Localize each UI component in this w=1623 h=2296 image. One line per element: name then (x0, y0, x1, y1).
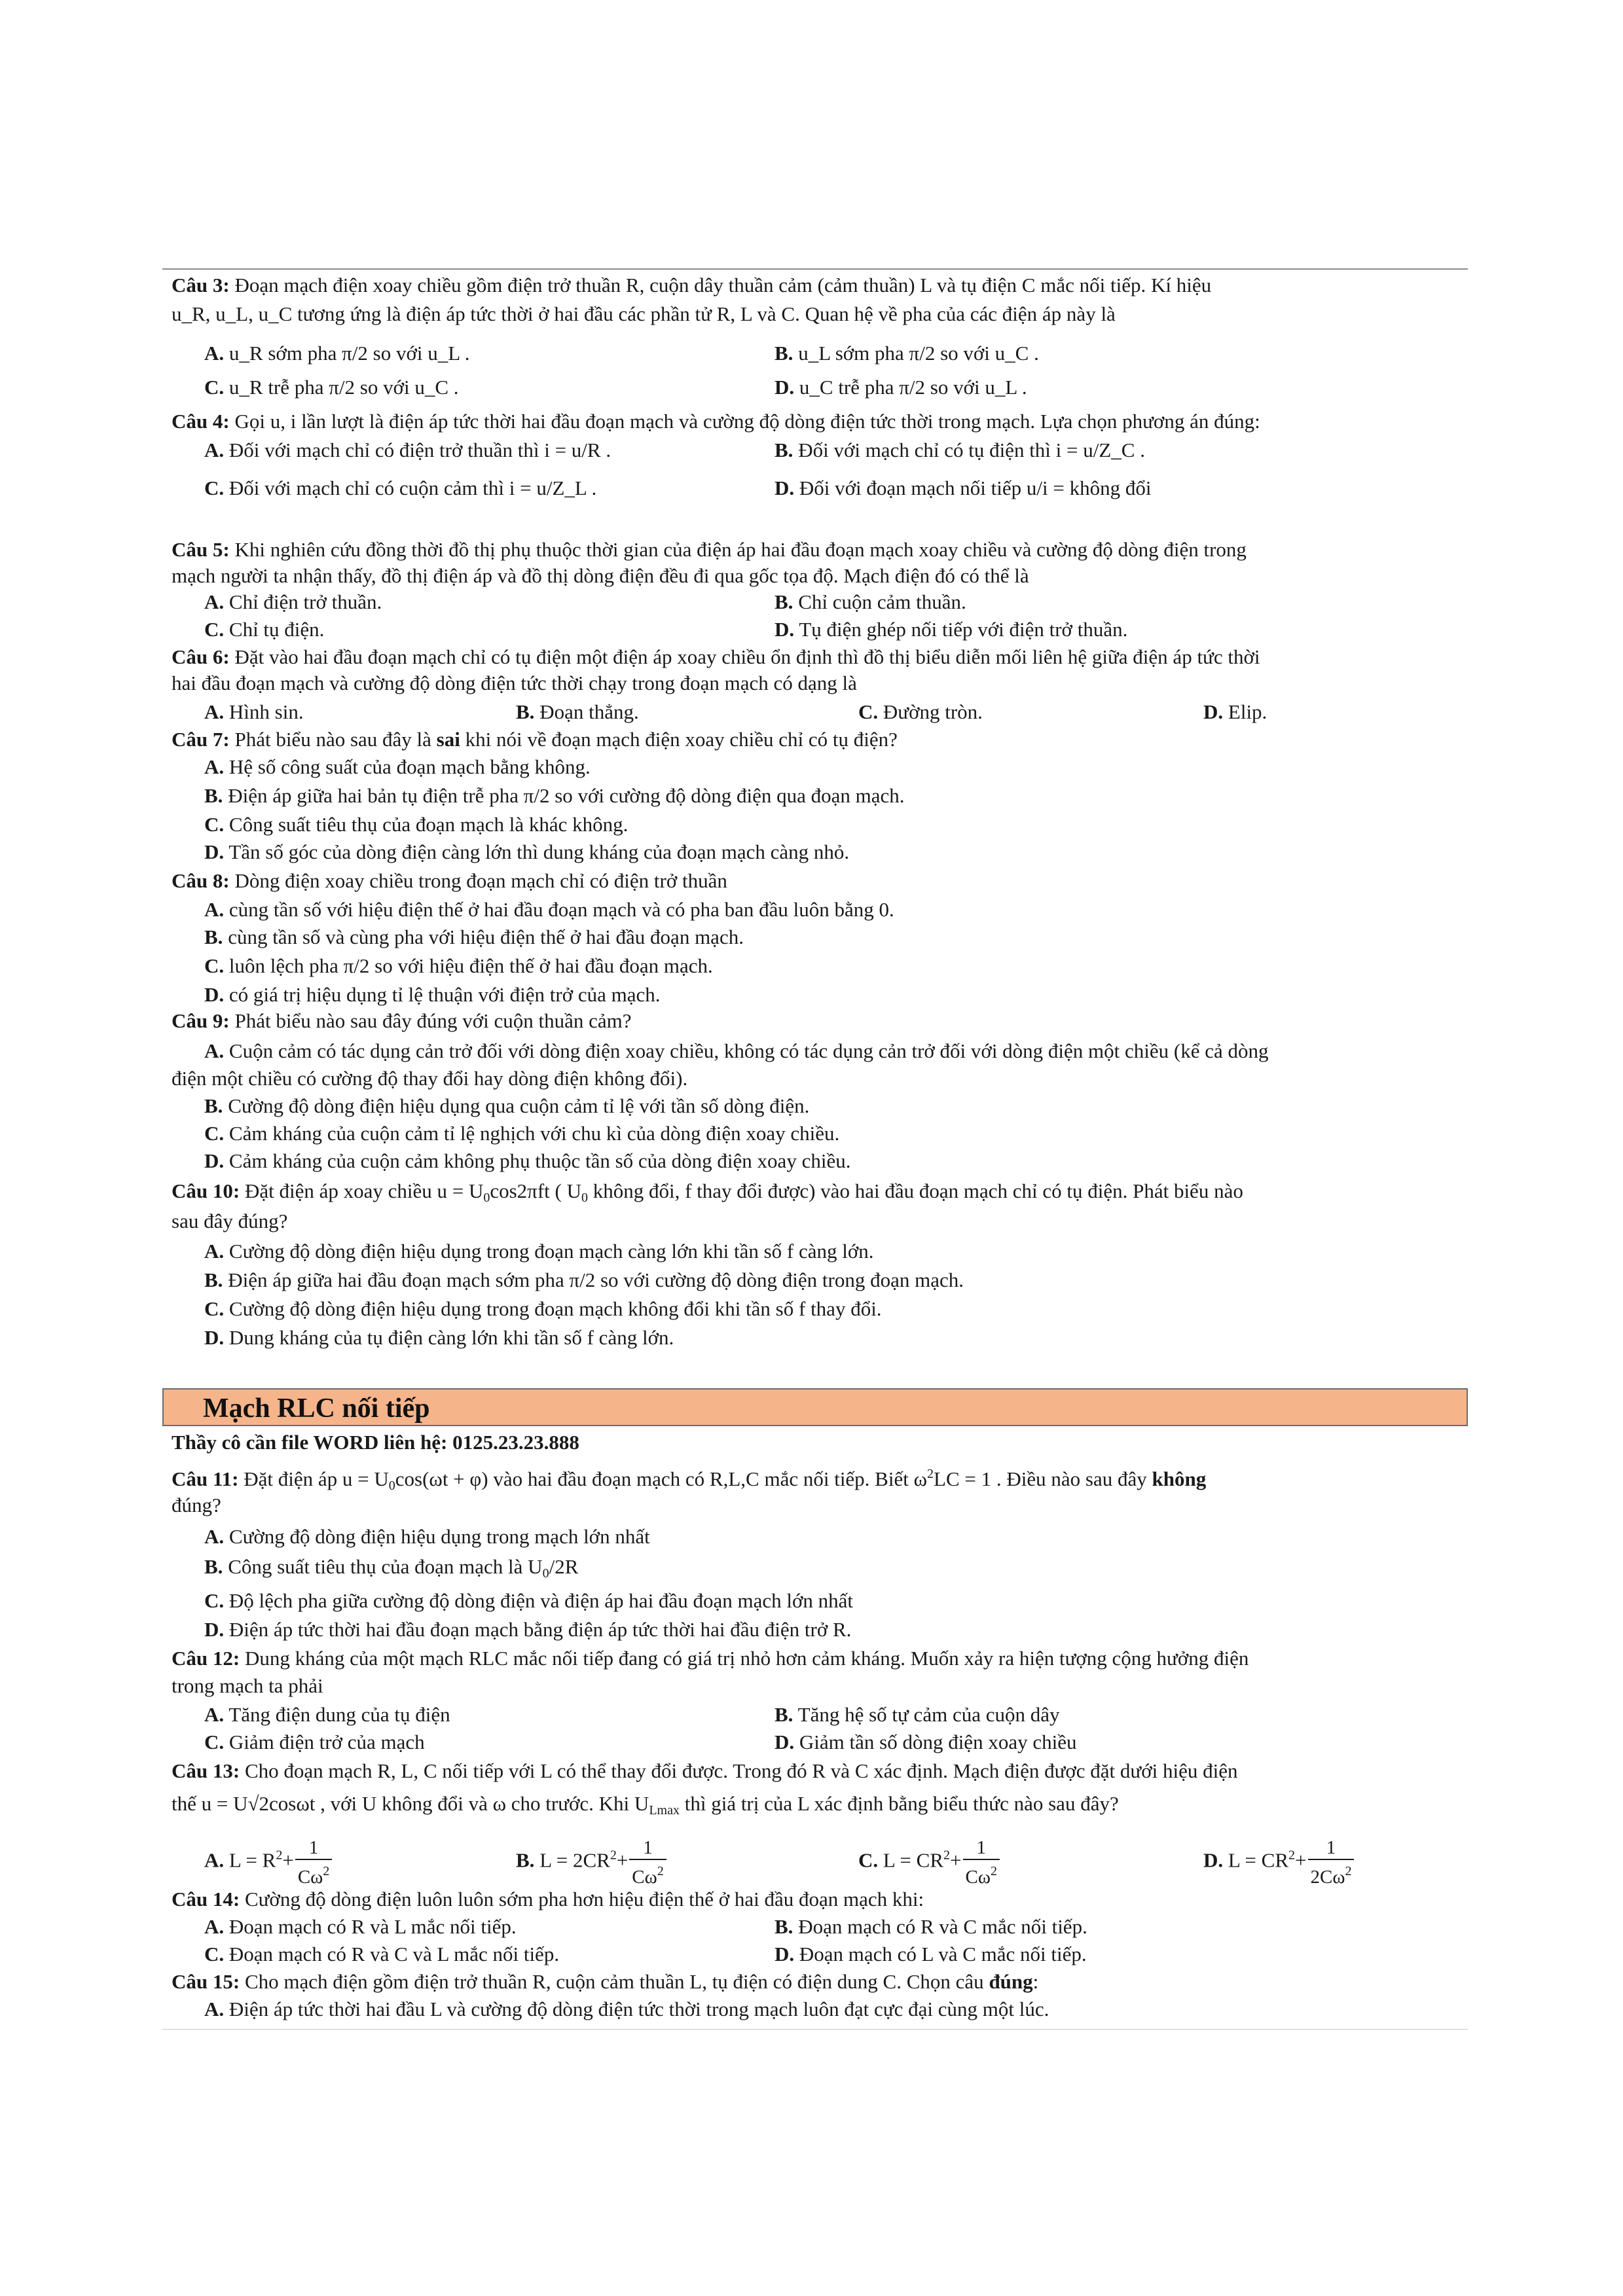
option-a: A. Điện áp tức thời hai đầu L và cường độ dòng điện tức thời trong mạch luôn đạt cực đại cùng một lúc. (204, 1998, 1049, 2020)
option-a: A. $L = R^2+$ $\frac{1}{C\omega^2}$ (204, 1837, 333, 1888)
question-9: Câu 9: Phát biểu nào sau đây đúng với cuộn thuần cảm? (172, 1009, 632, 1032)
option-d: D. Giảm tần số dòng điện xoay chiều (775, 1731, 1077, 1753)
bottom-rule (162, 2029, 1468, 2030)
option-d: D. $L = CR^2+$ $\frac{1}{2C\omega^2}$ (1203, 1837, 1355, 1888)
option-b: B. Điện áp giữa hai bản tụ điện trễ pha π/2 so với cường độ dòng điện qua đoạn mạch. (204, 784, 905, 807)
question-7: Câu 7: Phát biểu nào sau đây là sai khi nói về đoạn mạch điện xoay chiều chỉ có tụ điện? (172, 728, 898, 751)
question-3-line-2: u_R, u_L, u_C tương ứng là điện áp tức thời ở hai đầu các phần tử R, L và C. Quan hệ về pha của các điện áp này là (172, 302, 1116, 325)
option-b: B. Tăng hệ số tự cảm của cuộn dây (775, 1703, 1060, 1726)
fraction: $\frac{1}{C\omega^2}$ (963, 1837, 1000, 1888)
option-a: A. Cường độ dòng điện hiệu dụng trong đoạn mạch càng lớn khi tần số f càng lớn. (204, 1240, 874, 1263)
option-d: D. Cảm kháng của cuộn cảm không phụ thuộc tần số của dòng điện xoay chiều. (204, 1149, 851, 1172)
question-6-line-2: hai đầu đoạn mạch và cường độ dòng điện tức thời chạy trong đoạn mạch có dạng là (172, 672, 857, 694)
option-d: D. Dung kháng của tụ điện càng lớn khi tần số f càng lớn. (204, 1326, 674, 1349)
option-c: C. Công suất tiêu thụ của đoạn mạch là khác không. (204, 813, 629, 836)
question-6: Câu 6: Đặt vào hai đầu đoạn mạch chỉ có tụ điện một điện áp xoay chiều ổn định thì đồ thị biểu diễn mối liên hệ giữa điện áp tức thời (172, 645, 1260, 668)
option-c: C. Giảm điện trở của mạch (204, 1731, 425, 1753)
question-15: Câu 15: Cho mạch điện gồm điện trở thuần R, cuộn cảm thuần L, tụ điện có điện dung C. Chọn câu đúng: (172, 1970, 1039, 1993)
option-d: D. Tụ điện ghép nối tiếp với điện trở thuần. (775, 618, 1128, 641)
option-c: C. luôn lệch pha π/2 so với hiệu điện thế ở hai đầu đoạn mạch. (204, 954, 713, 977)
option-a: A. Hệ số công suất của đoạn mạch bằng không. (204, 755, 591, 778)
option-a: A. Hình sin. (204, 700, 304, 723)
option-d: D. Điện áp tức thời hai đầu đoạn mạch bằng điện áp tức thời hai đầu điện trở R. (204, 1618, 852, 1641)
option-c: C. Độ lệch pha giữa cường độ dòng điện và điện áp hai đầu đoạn mạch lớn nhất (204, 1589, 853, 1612)
option-b: B. Đối với mạch chỉ có tụ điện thì i = u/Z_C . (775, 439, 1145, 461)
question-12: Câu 12: Dung kháng của một mạch RLC mắc nối tiếp đang có giá trị nhỏ hơn cảm kháng. Muốn xảy ra hiện tượng cộng hưởng điện (172, 1647, 1249, 1670)
question-11-line-2: đúng? (172, 1494, 221, 1516)
option-b: B. Chỉ cuộn cảm thuần. (775, 590, 966, 613)
option-a: A. Cuộn cảm có tác dụng cản trở đối với dòng điện xoay chiều, không có tác dụng cản trở đối với dòng điện một chiều (kể cả dòng (204, 1039, 1269, 1062)
option-c: C. Chỉ tụ điện. (204, 618, 325, 641)
option-b: B. Cường độ dòng điện hiệu dụng qua cuộn cảm tỉ lệ với tần số dòng điện. (204, 1094, 810, 1117)
fraction: $\frac{1}{C\omega^2}$ (295, 1837, 332, 1888)
option-d: D. Đoạn mạch có L và C mắc nối tiếp. (775, 1943, 1087, 1965)
question-13-line-2: thế u = U√2cosωt , với U không đổi và ω cho trước. Khi $U_{Lmax}$ thì giá trị của L xác định bằng biểu thức nào sau đây? (172, 1792, 1119, 1818)
top-rule (162, 268, 1468, 270)
question-10-line-2: sau đây đúng? (172, 1210, 288, 1232)
option-d: D. u_C trễ pha π/2 so với u_L . (775, 376, 1027, 399)
option-b: B. Đoạn mạch có R và C mắc nối tiếp. (775, 1915, 1087, 1938)
option-b: B. Đoạn thẳng. (516, 700, 639, 723)
fraction: $\frac{1}{2C\omega^2}$ (1308, 1837, 1355, 1888)
option-b: B. Điện áp giữa hai đầu đoạn mạch sớm pha π/2 so với cường độ dòng điện trong đoạn mạch. (204, 1268, 964, 1291)
question-5-line-2: mạch người ta nhận thấy, đồ thị điện áp và đồ thị dòng điện đều đi qua gốc tọa độ. Mạch điện đó có thể là (172, 564, 1029, 587)
option-a: A. cùng tần số với hiệu điện thế ở hai đầu đoạn mạch và có pha ban đầu luôn bằng 0. (204, 898, 894, 921)
option-b: B. cùng tần số và cùng pha với hiệu điện thế ở hai đầu đoạn mạch. (204, 925, 744, 948)
question-10: Câu 10: Đặt điện áp xoay chiều $u = U_0\cos 2\pi ft$ ( $U_0$ không đổi, f thay đổi được) vào hai đầu đoạn mạch chỉ có tụ điện. Phát biểu nào (172, 1179, 1243, 1205)
question-12-line-2: trong mạch ta phải (172, 1674, 323, 1697)
option-c: C. $L = CR^2+$ $\frac{1}{C\omega^2}$ (858, 1837, 1001, 1888)
option-a: A. Cường độ dòng điện hiệu dụng trong mạch lớn nhất (204, 1525, 650, 1548)
option-d: D. Tần số góc của dòng điện càng lớn thì dung kháng của đoạn mạch càng nhỏ. (204, 840, 850, 863)
question-11: Câu 11: Đặt điện áp $u = U_0\cos(\omega t + \varphi)$ vào hai đầu đoạn mạch có R,L,C mắc nối tiếp. Biết $\omega^2LC = 1$ . Điều nào sau đây không (172, 1467, 1207, 1493)
option-a: A. Chỉ điện trở thuần. (204, 590, 382, 613)
option-a-line-2: điện một chiều có cường độ thay đổi hay dòng điện không đổi). (172, 1067, 688, 1090)
question-5: Câu 5: Khi nghiên cứu đồng thời đồ thị phụ thuộc thời gian của điện áp hai đầu đoạn mạch xoay chiều và cường độ dòng điện trong (172, 538, 1247, 561)
option-b: B. $L = 2CR^2+$ $\frac{1}{C\omega^2}$ (516, 1837, 668, 1888)
option-c: C. Cường độ dòng điện hiệu dụng trong đoạn mạch không đổi khi tần số f thay đổi. (204, 1297, 882, 1320)
option-c: C. Đối với mạch chỉ có cuộn cảm thì i = u/Z_L . (204, 476, 597, 499)
option-d: D. Elip. (1203, 700, 1267, 723)
question-8: Câu 8: Dòng điện xoay chiều trong đoạn mạch chỉ có điện trở thuần (172, 869, 727, 892)
section-banner (162, 1388, 1468, 1426)
question-4: Câu 4: Gọi u, i lần lượt là điện áp tức thời hai đầu đoạn mạch và cường độ dòng điện tức thời trong mạch. Lựa chọn phương án đúng: (172, 410, 1260, 433)
contact-line: Thầy cô cần file WORD liên hệ: 0125.23.23.888 (172, 1431, 579, 1454)
option-c: C. Đoạn mạch có R và C và L mắc nối tiếp. (204, 1943, 560, 1965)
option-a: A. u_R sớm pha π/2 so với u_L . (204, 342, 470, 365)
option-d: D. có giá trị hiệu dụng tỉ lệ thuận với điện trở của mạch. (204, 983, 661, 1006)
question-13: Câu 13: Cho đoạn mạch R, L, C nối tiếp với L có thể thay đổi được. Trong đó R và C xác định. Mạch điện được đặt dưới hiệu điện (172, 1759, 1238, 1782)
phase-symbols: u_R, u_L, u_C (172, 302, 293, 325)
option-d: D. Đối với đoạn mạch nối tiếp u/i = không đổi (775, 476, 1152, 499)
fraction: $\frac{1}{C\omega^2}$ (629, 1837, 666, 1888)
option-b: B. u_L sớm pha π/2 so với u_C . (775, 342, 1039, 365)
question-3: Câu 3: Đoạn mạch điện xoay chiều gồm điện trở thuần R, cuộn dây thuần cảm (cảm thuần) L và tụ điện C mắc nối tiếp. Kí hiệu (172, 274, 1212, 296)
option-a: A. Tăng điện dung của tụ điện (204, 1703, 450, 1726)
question-label: Câu 3: (172, 274, 230, 296)
option-c: C. u_R trễ pha π/2 so với u_C . (204, 376, 459, 399)
option-c: C. Đường tròn. (858, 700, 983, 723)
section-title: Mạch RLC nối tiếp (203, 1393, 430, 1424)
question-14: Câu 14: Cường độ dòng điện luôn luôn sớm pha hơn hiệu điện thế ở hai đầu đoạn mạch khi: (172, 1888, 924, 1910)
option-c: C. Cảm kháng của cuộn cảm tỉ lệ nghịch với chu kì của dòng điện xoay chiều. (204, 1122, 840, 1145)
option-b: B. Công suất tiêu thụ của đoạn mạch là $U_0/2R$ (204, 1555, 579, 1581)
option-a: A. Đối với mạch chỉ có điện trở thuần thì i = u/R . (204, 439, 611, 461)
option-a: A. Đoạn mạch có R và L mắc nối tiếp. (204, 1915, 517, 1938)
